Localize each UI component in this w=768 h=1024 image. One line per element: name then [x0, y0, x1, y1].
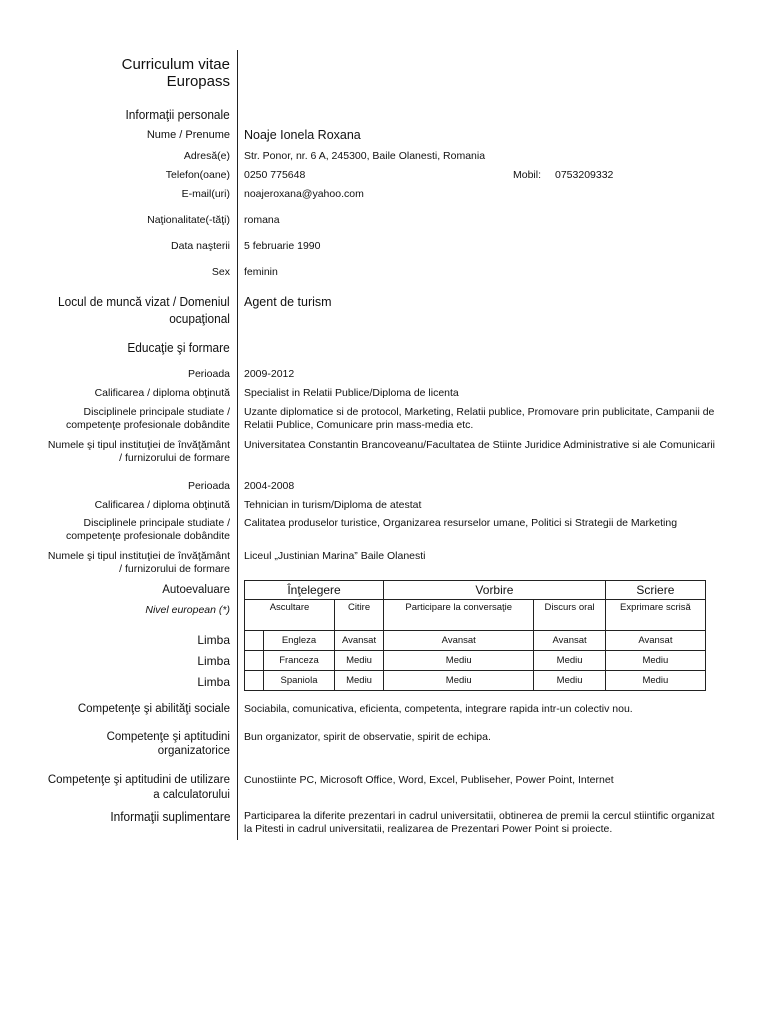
phone-value: 0250 775648 — [244, 169, 306, 181]
table-spacer — [245, 651, 264, 671]
level-cell: Mediu — [605, 651, 705, 671]
language-row-label: Limba — [197, 633, 230, 647]
job-value: Agent de turism — [244, 295, 332, 309]
extra-info-label: Informaţii suplimentare — [109, 810, 230, 824]
level-cell: Avansat — [605, 631, 705, 651]
sub-header: Participare la conversaţie — [384, 600, 534, 631]
cv-title-line2: Europass — [166, 73, 230, 90]
personal-section-title: Informaţii personale — [125, 108, 230, 122]
pc-skills-value: Cunostiinte PC, Microsoft Office, Word, Excel, Publiseher, Power Point, Internet — [244, 774, 614, 786]
level-cell: Mediu — [384, 671, 534, 691]
email-label: E-mail(uri) — [181, 188, 230, 200]
name-value: Noaje Ionela Roxana — [244, 128, 361, 142]
language-name: Spaniola — [264, 671, 335, 691]
self-assessment-label: Autoevaluare — [162, 584, 230, 596]
group-header: Înţelegere — [245, 581, 384, 600]
job-label-line1: Locul de muncă vizat / Domeniul — [58, 295, 230, 309]
birth-label: Data naşterii — [171, 240, 230, 252]
nationality-value: romana — [244, 214, 280, 226]
institution-value: Universitatea Constantin Brancoveanu/Facultatea de Stiinte Juridice Administrative si ale Comunicarii — [244, 439, 715, 451]
social-skills-value: Sociabila, comunicativa, eficienta, competenta, integrare rapida intr-un colectiv nou. — [244, 703, 633, 715]
subjects-value: Calitatea produselor turistice, Organizarea resurselor umane, Politici si Strategii de Marketing — [244, 517, 678, 529]
qualification-value: Tehnician in turism/Diploma de atestat — [244, 499, 422, 511]
level-cell: Avansat — [534, 631, 605, 651]
institution-label-line1: Numele şi tipul instituţiei de învăţământ — [47, 439, 230, 451]
qualification-value: Specialist in Relatii Publice/Diploma de licenta — [244, 387, 459, 399]
language-row-label: Limba — [197, 675, 230, 689]
mobile-label: Mobil: — [513, 169, 542, 181]
job-label-line2: ocupaţional — [169, 312, 230, 326]
address-value: Str. Ponor, nr. 6 A, 245300, Baile Olanesti, Romania — [244, 150, 486, 162]
subjects-label-line2: competenţe profesionale dobândite — [65, 419, 230, 431]
cv-title-line1: Curriculum vitae — [121, 56, 230, 73]
sex-label: Sex — [211, 266, 230, 278]
table-spacer — [245, 671, 264, 691]
level-cell: Mediu — [605, 671, 705, 691]
sub-header: Discurs oral — [534, 600, 605, 631]
subjects-label-line1: Disciplinele principale studiate / — [83, 517, 230, 529]
sub-header: Ascultare — [245, 600, 335, 631]
institution-label-line2: / furnizorului de formare — [119, 452, 230, 464]
qualification-label: Calificarea / diploma obţinută — [94, 499, 230, 511]
social-skills-label: Competenţe şi abilităţi sociale — [77, 703, 230, 715]
sub-header: Citire — [335, 600, 384, 631]
period-value: 2009-2012 — [244, 368, 295, 380]
sub-header: Exprimare scrisă — [605, 600, 705, 631]
institution-label-line1: Numele şi tipul instituţiei de învăţământ — [47, 550, 230, 562]
table-spacer — [245, 631, 264, 651]
subjects-value: Uzante diplomatice si de protocol, Marketing, Relatii publice, Promovare prin publicitate, Campanii de Relatii Publice, Comunicare prin mass-media etc. — [244, 406, 715, 431]
pc-skills-label-line1: Competenţe şi aptitudini de utilizare — [47, 774, 230, 786]
level-cell: Avansat — [384, 631, 534, 651]
address-label: Adresă(e) — [183, 150, 230, 162]
subjects-label-line1: Disciplinele principale studiate / — [83, 406, 230, 418]
institution-value: Liceul „Justinian Marina” Baile Olanesti — [244, 550, 426, 562]
name-label: Nume / Prenume — [146, 129, 230, 141]
european-level-label: Nivel european (*) — [145, 604, 230, 616]
group-header: Scriere — [605, 581, 705, 600]
org-skills-label-line1: Competenţe şi aptitudini — [106, 731, 230, 743]
column-divider — [237, 50, 238, 840]
nationality-label: Naţionalitate(-tăţi) — [147, 214, 230, 226]
pc-skills-label-line2: a calculatorului — [153, 789, 230, 801]
period-label: Perioada — [187, 480, 230, 492]
sex-value: feminin — [244, 266, 278, 278]
level-cell: Mediu — [384, 651, 534, 671]
level-cell: Mediu — [534, 651, 605, 671]
level-cell: Mediu — [335, 671, 384, 691]
table-row — [245, 651, 706, 671]
email-value[interactable]: noajeroxana@yahoo.com — [244, 188, 364, 200]
extra-info-value: Participarea la diferite prezentari in cadrul universitatii, obtinerea de premii la cercul stiintific organizat la Pitesti in cadrul universitatii, realizarea de Prezentari Power Point si proiecte. — [244, 810, 715, 835]
language-name: Franceza — [264, 651, 335, 671]
institution-label-line2: / furnizorului de formare — [119, 563, 230, 575]
table-row — [245, 631, 706, 651]
language-name: Engleza — [264, 631, 335, 651]
group-header: Vorbire — [384, 581, 606, 600]
birth-value: 5 februarie 1990 — [244, 240, 321, 252]
mobile-value: 0753209332 — [555, 169, 614, 181]
level-cell: Avansat — [335, 631, 384, 651]
language-row-label: Limba — [197, 654, 230, 668]
level-cell: Mediu — [534, 671, 605, 691]
language-table — [244, 580, 706, 691]
period-label: Perioada — [187, 368, 230, 380]
qualification-label: Calificarea / diploma obţinută — [94, 387, 230, 399]
phone-label: Telefon(oane) — [165, 169, 230, 181]
subjects-label-line2: competenţe profesionale dobândite — [65, 530, 230, 542]
education-section-title: Educaţie şi formare — [127, 341, 230, 355]
level-cell: Mediu — [335, 651, 384, 671]
org-skills-value: Bun organizator, spirit de observatie, spirit de echipa. — [244, 731, 491, 743]
period-value: 2004-2008 — [244, 480, 295, 492]
org-skills-label-line2: organizatorice — [157, 745, 230, 757]
table-row — [245, 671, 706, 691]
